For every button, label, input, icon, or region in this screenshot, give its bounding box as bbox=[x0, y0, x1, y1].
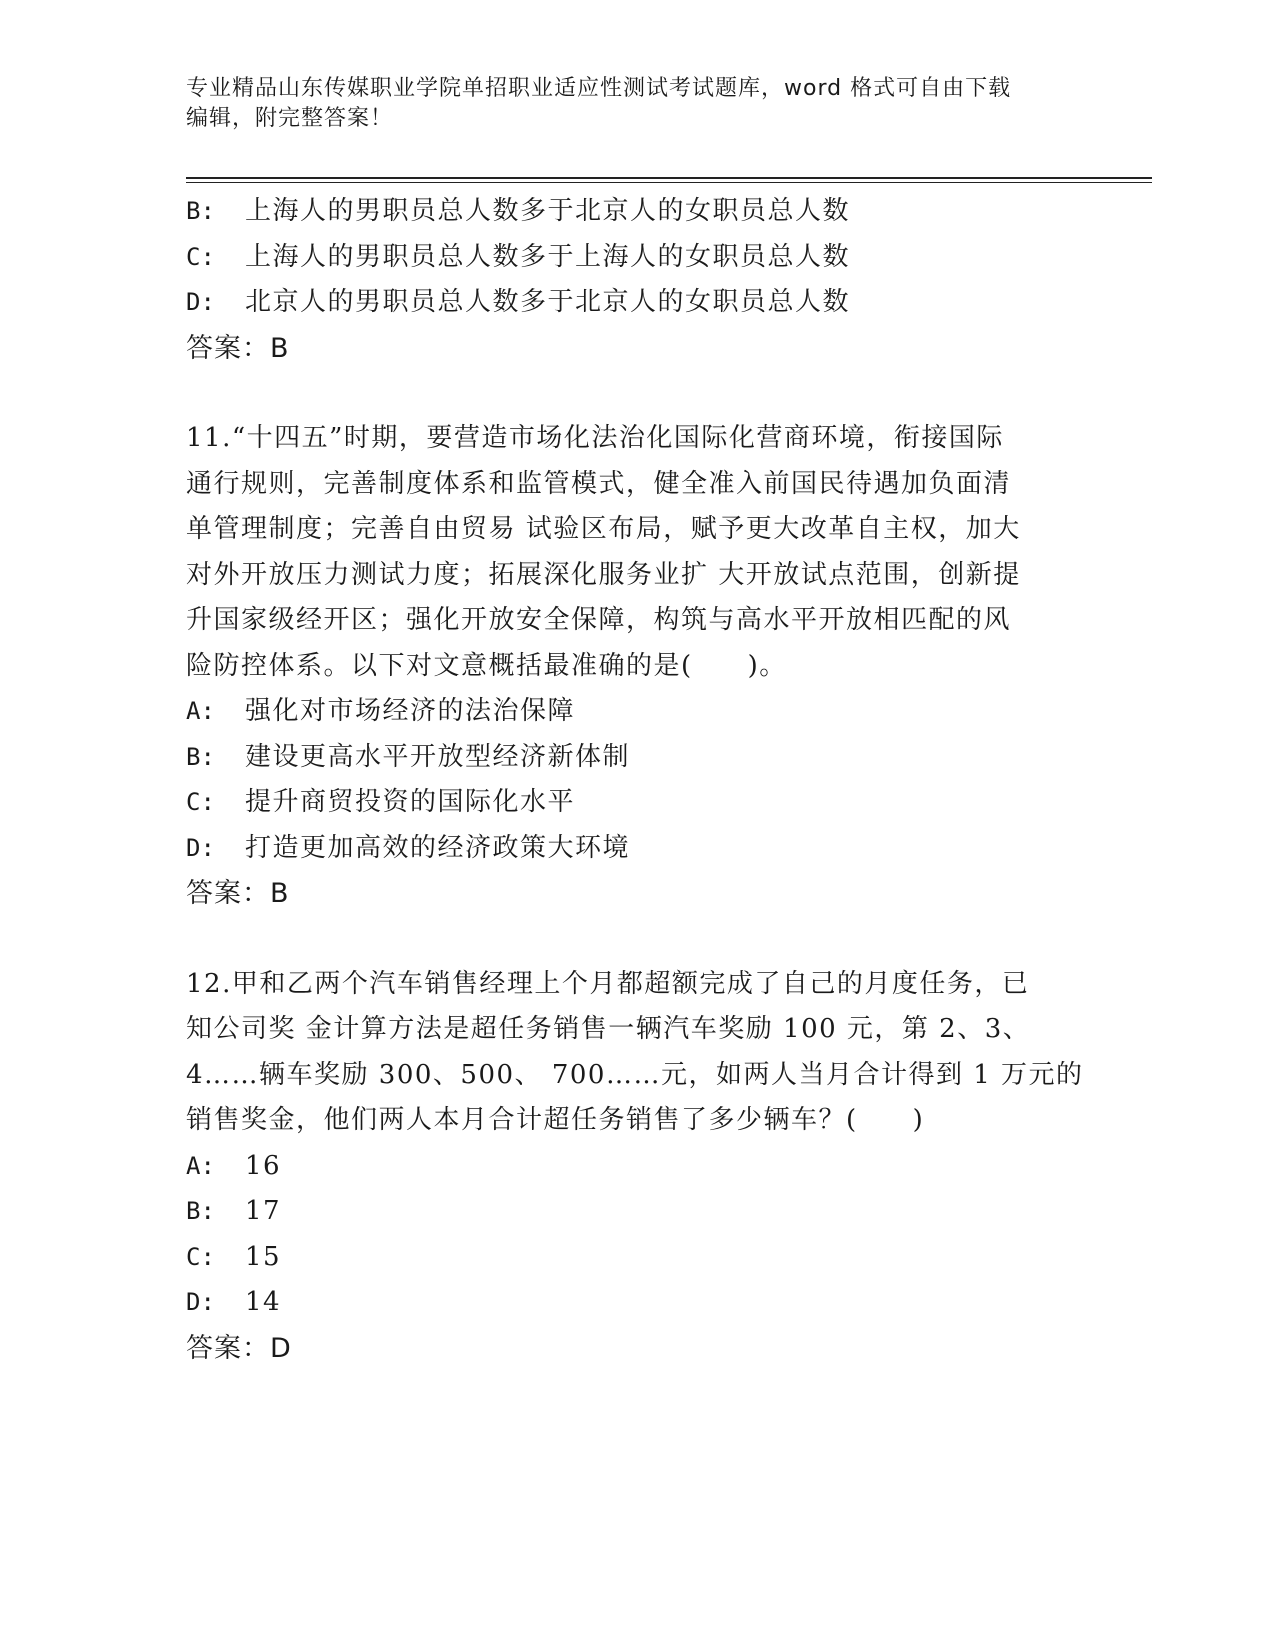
stem-line: 12.甲和乙两个汽车销售经理上个月都超额完成了自己的月度任务，已 bbox=[186, 968, 1030, 999]
stem-line: 险防控体系。以下对文意概括最准确的是( )。 bbox=[186, 650, 787, 681]
header-line-1: 专业精品山东传媒职业学院单招职业适应性测试考试题库，word 格式可自由下载 bbox=[186, 76, 1012, 101]
option-b bbox=[186, 735, 1086, 781]
document-body bbox=[186, 189, 1086, 1371]
stem-line: 升国家级经开区；强化开放安全保障，构筑与高水平开放相匹配的风 bbox=[186, 605, 1012, 635]
option-key: A: bbox=[186, 697, 215, 725]
answer-line: 答案：B bbox=[186, 878, 290, 909]
document-header bbox=[186, 74, 1066, 134]
option-key: B: bbox=[186, 1197, 215, 1225]
option-text: 上海人的男职员总人数多于北京人的女职员总人数 bbox=[245, 196, 851, 226]
stem-line: 销售奖金，他们两人本月合计超任务销售了多少辆车？( ) bbox=[186, 1105, 925, 1135]
option-b bbox=[186, 189, 1086, 235]
answer-line: 答案：D bbox=[186, 1332, 292, 1364]
header-rule-thick bbox=[186, 177, 1152, 179]
question-12 bbox=[186, 962, 1086, 1372]
option-key: C: bbox=[186, 788, 215, 816]
option-key: D: bbox=[186, 288, 215, 316]
option-b bbox=[186, 1189, 1086, 1235]
option-key: D: bbox=[186, 1288, 215, 1316]
stem-line: 4……辆车奖励 300、500、 700……元，如两人当月合计得到 1 万元的 bbox=[186, 1059, 1084, 1090]
option-text: 14 bbox=[245, 1287, 282, 1317]
question-stem bbox=[186, 416, 1086, 689]
option-key: B: bbox=[186, 742, 215, 771]
option-d bbox=[186, 1280, 1086, 1326]
question-stem bbox=[186, 962, 1086, 1144]
stem-line: 知公司奖 金计算方法是超任务销售一辆汽车奖励 100 元，第 2、3、 bbox=[186, 1014, 1031, 1044]
option-text: 16 bbox=[245, 1150, 282, 1181]
prev-question bbox=[186, 189, 1086, 371]
option-text: 上海人的男职员总人数多于上海人的女职员总人数 bbox=[245, 241, 851, 272]
stem-line: 通行规则，完善制度体系和监管模式，健全准入前国民待遇加负面清 bbox=[186, 468, 1012, 499]
option-text: 15 bbox=[245, 1241, 282, 1272]
option-key: B: bbox=[186, 197, 215, 225]
option-text: 提升商贸投资的国际化水平 bbox=[245, 787, 576, 817]
option-text: 17 bbox=[245, 1196, 282, 1226]
option-text: 建设更高水平开放型经济新体制 bbox=[245, 741, 631, 772]
option-c bbox=[186, 235, 1086, 281]
option-c bbox=[186, 780, 1086, 826]
option-key: A: bbox=[186, 1151, 215, 1180]
answer-line: 答案：B bbox=[186, 332, 290, 364]
option-a bbox=[186, 1144, 1086, 1190]
header-line-2: 编辑，附完整答案！ bbox=[186, 106, 394, 131]
option-d bbox=[186, 826, 1086, 872]
question-11 bbox=[186, 416, 1086, 917]
option-text: 打造更加高效的经济政策大环境 bbox=[245, 832, 631, 863]
option-text: 北京人的男职员总人数多于北京人的女职员总人数 bbox=[245, 287, 851, 317]
stem-line: 对外开放压力测试力度；拓展深化服务业扩 大开放试点范围，创新提 bbox=[186, 559, 1021, 590]
header-rule-thin bbox=[186, 182, 1152, 183]
option-text: 强化对市场经济的法治保障 bbox=[245, 696, 576, 726]
option-d bbox=[186, 280, 1086, 326]
option-c bbox=[186, 1235, 1086, 1281]
option-a bbox=[186, 689, 1086, 735]
spacer bbox=[186, 371, 1086, 416]
spacer bbox=[186, 917, 1086, 962]
option-key: D: bbox=[186, 833, 215, 862]
option-key: C: bbox=[186, 1242, 215, 1271]
option-key: C: bbox=[186, 242, 215, 271]
stem-line: 单管理制度；完善自由贸易 试验区布局，赋予更大改革自主权，加大 bbox=[186, 514, 1021, 544]
stem-line: 11.“十四五”时期，要营造市场化法治化国际化营商环境，衔接国际 bbox=[186, 423, 1004, 453]
